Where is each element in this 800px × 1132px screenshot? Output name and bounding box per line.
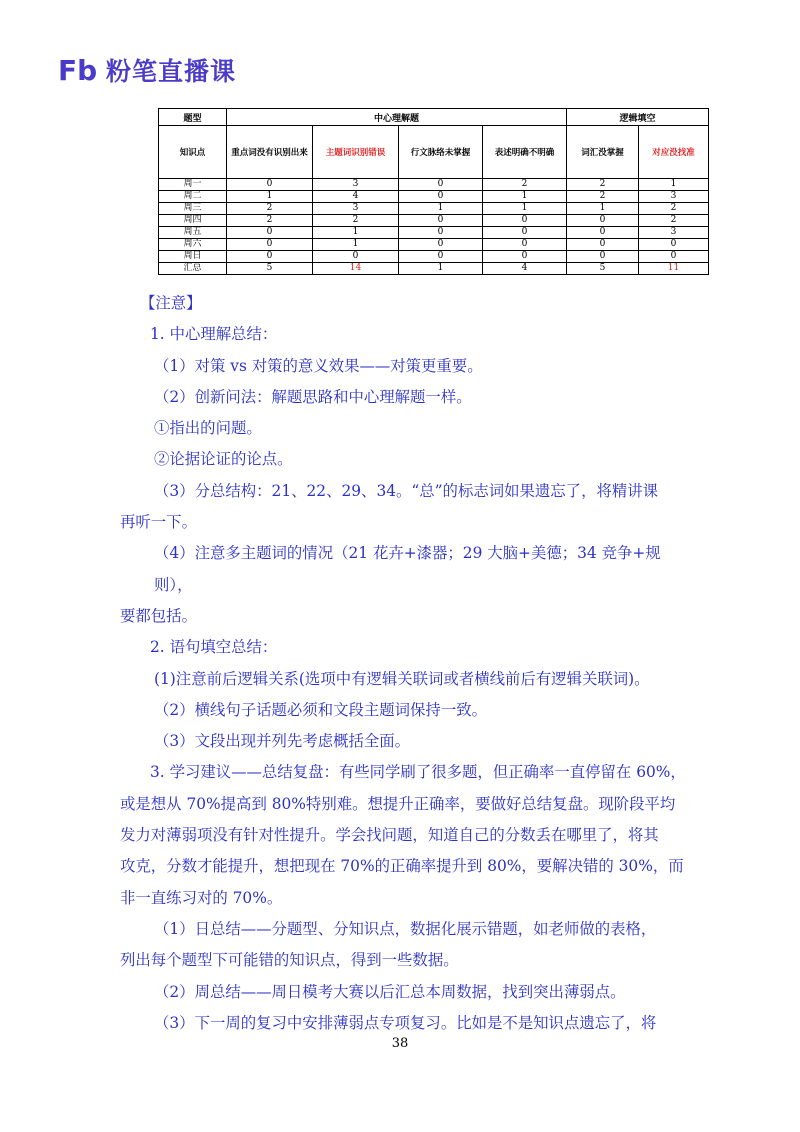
column-header: 对应没找准 (639, 126, 709, 179)
note-item: （2）横线句子话题必须和文段主题词保持一致。 (154, 700, 487, 719)
table-cell: 0 (313, 251, 399, 263)
table-cell: 0 (227, 251, 313, 263)
row-label: 周六 (159, 239, 227, 251)
section-paragraph-line: 攻克，分数才能提升，想把现在 70%的正确率提升到 80%，要解决错的 30%，而 (120, 857, 684, 876)
column-header: 行文脉络未掌握 (399, 126, 483, 179)
table-row (159, 203, 709, 215)
note-item-continued: 列出每个题型下可能错的知识点，得到一些数据。 (120, 951, 459, 970)
column-header: 重点词没有识别出来 (227, 126, 313, 179)
note-item-continued: 再听一下。 (120, 513, 197, 532)
group-header-main-idea: 中心理解题 (227, 109, 567, 126)
table-cell: 3 (313, 179, 399, 191)
table-cell: 1 (227, 191, 313, 203)
section-paragraph-line: 3. 学习建议——总结复盘：有些同学刷了很多题，但正确率一直停留在 60%， (150, 763, 686, 782)
table-cell: 1 (313, 227, 399, 239)
table-cell: 2 (567, 179, 639, 191)
table-cell: 3 (313, 203, 399, 215)
table-cell: 0 (399, 179, 483, 191)
table-cell: 0 (567, 215, 639, 227)
table-cell: 0 (399, 191, 483, 203)
table-cell: 3 (639, 191, 709, 203)
brand-logo (58, 52, 236, 88)
table-cell: 14 (313, 263, 399, 275)
note-item: ②论据论证的论点。 (154, 450, 293, 469)
table-cell: 0 (227, 179, 313, 191)
row-label: 周一 (159, 179, 227, 191)
table-cell: 2 (313, 215, 399, 227)
section-paragraph-line: 非一直练习对的 70%。 (120, 888, 283, 907)
table-cell: 5 (567, 263, 639, 275)
note-item: （4）注意多主题词的情况（21 花卉+漆器；29 大脑+美德；34 竞争+规则）， (154, 544, 661, 594)
table-cell: 4 (483, 263, 567, 275)
table-cell: 0 (399, 227, 483, 239)
table-cell: 0 (399, 215, 483, 227)
row-label: 汇总 (159, 263, 227, 275)
table-cell: 2 (639, 215, 709, 227)
note-item: （3）文段出现并列先考虑概括全面。 (154, 732, 411, 751)
column-header: 表述明确不明确 (483, 126, 567, 179)
table-cell: 1 (399, 263, 483, 275)
table-cell: 0 (227, 227, 313, 239)
table-cell: 0 (483, 251, 567, 263)
table-cell: 2 (483, 179, 567, 191)
table-cell: 5 (227, 263, 313, 275)
table-cell: 0 (567, 227, 639, 239)
row-label: 周二 (159, 191, 227, 203)
table-row (159, 263, 709, 275)
table-cell: 0 (483, 215, 567, 227)
svg-text:Fb: Fb (58, 55, 98, 85)
note-item: （3）分总结构：21、22、29、34。“总”的标志词如果遗忘了，将精讲课 (154, 481, 659, 500)
table-cell: 0 (483, 227, 567, 239)
note-item: （3）下一周的复习中安排薄弱点专项复习。比如是不是知识点遗忘了，将 (154, 1013, 657, 1032)
row-label: 周日 (159, 251, 227, 263)
section-paragraph-line: 或是想从 70%提高到 80%特别难。想提升正确率，要做好总结复盘。现阶段平均 (120, 794, 676, 813)
table-cell: 1 (313, 239, 399, 251)
table-cell: 3 (639, 227, 709, 239)
table-cell: 0 (639, 239, 709, 251)
table-corner-label: 题型 (159, 109, 227, 126)
table-cell: 2 (227, 203, 313, 215)
table-cell: 2 (567, 191, 639, 203)
table-row (159, 179, 709, 191)
table-cell: 0 (639, 251, 709, 263)
table-cell: 0 (399, 251, 483, 263)
table-cell: 11 (639, 263, 709, 275)
table-cell: 1 (483, 191, 567, 203)
table-cell: 0 (567, 251, 639, 263)
table-cell: 2 (227, 215, 313, 227)
table-cell: 1 (567, 203, 639, 215)
section-title: 1. 中心理解总结： (150, 325, 278, 344)
table-cell: 1 (639, 179, 709, 191)
note-item: (1)注意前后逻辑关系(选项中有逻辑关联词或者横线前后有逻辑关联词)。 (154, 669, 650, 688)
note-item: （2）创新问法：解题思路和中心理解题一样。 (154, 387, 472, 406)
notes-section (120, 288, 686, 1039)
column-header: 主题词识别错误 (313, 126, 399, 179)
table-row (159, 227, 709, 239)
table-cell: 0 (483, 239, 567, 251)
note-item: （2）周总结——周日模考大赛以后汇总本周数据，找到突出薄弱点。 (154, 982, 626, 1001)
group-header-logic-fill: 逻辑填空 (567, 109, 709, 126)
row-label: 周四 (159, 215, 227, 227)
table-cell: 0 (567, 239, 639, 251)
table-row (159, 215, 709, 227)
table-cell: 2 (639, 203, 709, 215)
table-cell: 0 (227, 239, 313, 251)
table-cell: 1 (483, 203, 567, 215)
note-item: ①指出的问题。 (154, 419, 262, 438)
row-label: 周三 (159, 203, 227, 215)
table-cell: 4 (313, 191, 399, 203)
row-label: 周五 (159, 227, 227, 239)
fenbi-logo-icon (58, 55, 102, 85)
note-item: （1）日总结——分题型、分知识点，数据化展示错题，如老师做的表格， (154, 919, 657, 938)
note-item: （1）对策 vs 对策的意义效果——对策更重要。 (154, 356, 483, 375)
table-row (159, 251, 709, 263)
page-number: 38 (391, 1036, 409, 1051)
table-cell: 0 (399, 239, 483, 251)
table-row (159, 191, 709, 203)
section-paragraph-line: 发力对薄弱项没有针对性提升。学会找问题，知道自己的分数丢在哪里了，将其 (120, 826, 659, 845)
error-stats-table (158, 108, 709, 275)
table-row (159, 239, 709, 251)
brand-name: 粉笔直播课 (106, 57, 237, 86)
note-item-continued: 要都包括。 (120, 606, 197, 625)
notes-heading: 【注意】 (140, 294, 202, 312)
column-header: 词汇没掌握 (567, 126, 639, 179)
table-cell: 1 (399, 203, 483, 215)
row-head-label: 知识点 (159, 126, 227, 179)
section-title: 2. 语句填空总结： (150, 638, 278, 657)
